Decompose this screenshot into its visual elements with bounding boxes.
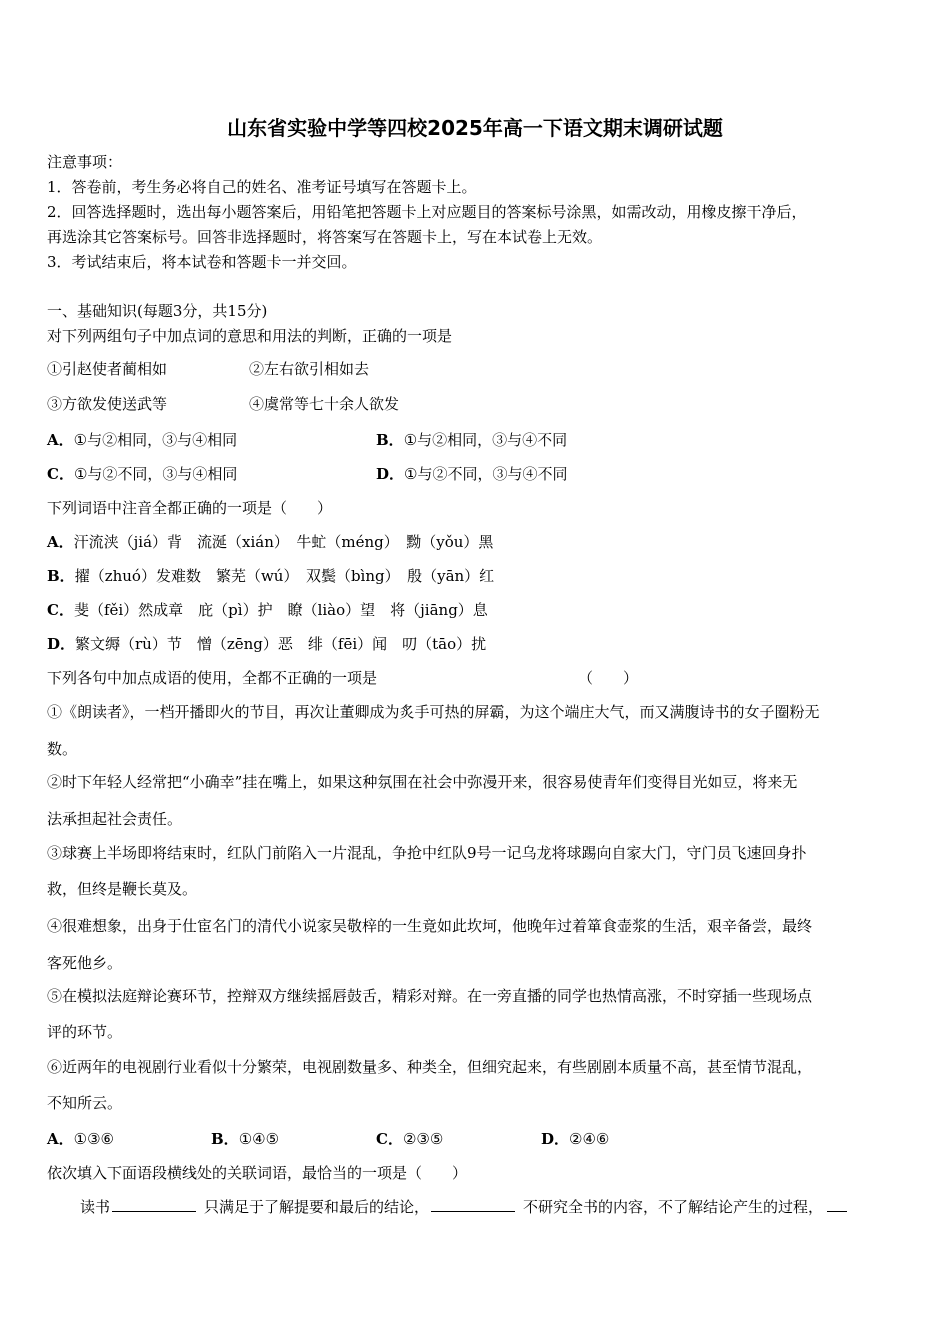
note-2: 2．回答选择题时，选出每小题答案后，用铅笔把答题卡上对应题目的答案标号涂黑，如需改动，用橡皮擦干净后， xyxy=(47,203,807,221)
note-2-cont: 再选涂其它答案标号。回答非选择题时，将答案写在答题卡上，写在本试卷上无效。 xyxy=(47,228,603,246)
q1-option-c[interactable] xyxy=(47,464,237,484)
option-text: ②③⑤ xyxy=(402,1130,444,1148)
option-label: A． xyxy=(47,533,74,551)
option-label: C． xyxy=(376,1130,403,1148)
option-text: 擢（zhuó）发难数 繁芜（wú） 双鬓（bìng） 殷（yān）红 xyxy=(74,567,495,585)
section-heading: 一、基础知识(每题3分，共15分) xyxy=(47,302,268,320)
page-title: 山东省实验中学等四校2025年高一下语文期末调研试题 xyxy=(227,116,723,140)
q2-option-d[interactable] xyxy=(47,634,486,654)
q2-option-b[interactable] xyxy=(47,566,494,586)
option-text: ②④⑥ xyxy=(569,1130,610,1148)
fill-blank-1[interactable] xyxy=(112,1197,196,1212)
q3-answer-paren: （ ） xyxy=(578,669,639,687)
q2-option-a[interactable] xyxy=(47,532,493,552)
option-text: ①④⑤ xyxy=(238,1130,280,1148)
q1-sentence-3: ③方欲发使送武等 xyxy=(47,395,168,413)
q4-text-1: 读书 xyxy=(80,1198,111,1216)
q3-item-5-cont: 评的环节。 xyxy=(47,1023,123,1041)
option-label: B． xyxy=(47,567,75,585)
q1-stem: 对下列两组句子中加点词的意思和用法的判断，正确的一项是 xyxy=(47,327,453,345)
option-text: 汗流浃（jiá）背 流涎（xián） 牛虻（méng） 黝（yǒu）黑 xyxy=(73,533,494,551)
option-label: C． xyxy=(47,465,74,483)
q4-passage xyxy=(80,1197,847,1217)
option-label: B． xyxy=(211,1130,239,1148)
q1-option-d[interactable] xyxy=(376,464,567,484)
option-label: B． xyxy=(376,431,404,449)
option-text: ①与②相同，③与④相同 xyxy=(73,431,238,449)
q2-stem: 下列词语中注音全都正确的一项是（ ） xyxy=(47,499,333,517)
q3-item-6-cont: 不知所云。 xyxy=(47,1094,123,1112)
option-text: ①与②不同，③与④相同 xyxy=(73,465,238,483)
option-text: 斐（fěi）然成章 庇（pì）护 瞭（liào）望 将（jiāng）息 xyxy=(73,601,488,619)
q3-item-1-cont: 数。 xyxy=(47,740,78,758)
q3-item-2: ②时下年轻人经常把“小确幸”挂在嘴上，如果这种氛围在社会中弥漫开来，很容易使青年们变得目光如豆，将来无 xyxy=(47,773,798,791)
q3-stem: 下列各句中加点成语的使用，全都不正确的一项是 xyxy=(47,669,378,687)
q1-sentence-4: ④虞常等七十余人欲发 xyxy=(249,395,400,413)
note-1: 1．答卷前，考生务必将自己的姓名、准考证号填写在答题卡上。 xyxy=(47,178,477,196)
option-label: D． xyxy=(47,635,76,653)
q3-item-3-cont: 救，但终是鞭长莫及。 xyxy=(47,880,198,898)
q3-option-a[interactable] xyxy=(47,1129,114,1149)
q1-option-a[interactable] xyxy=(47,430,237,450)
option-label: C． xyxy=(47,601,74,619)
q3-item-4: ④很难想象，出身于仕宦名门的清代小说家吴敬梓的一生竟如此坎坷，他晚年过着箪食壶浆的生活，艰辛备尝，最终 xyxy=(47,917,813,935)
option-label: A． xyxy=(47,431,74,449)
option-text: ①与②相同，③与④不同 xyxy=(403,431,568,449)
fill-blank-3[interactable] xyxy=(827,1197,847,1212)
q3-option-b[interactable] xyxy=(211,1129,279,1149)
q1-option-b[interactable] xyxy=(376,430,567,450)
q3-item-6: ⑥近两年的电视剧行业看似十分繁荣，电视剧数量多、种类全，但细究起来，有些剧剧本质量不高，甚至情节混乱， xyxy=(47,1058,813,1076)
q1-sentence-1: ①引赵使者蔺相如 xyxy=(47,360,168,378)
q1-sentence-2: ②左右欲引相如去 xyxy=(249,360,370,378)
q4-text-2: 只满足于了解提要和最后的结论， xyxy=(204,1198,430,1216)
q3-option-d[interactable] xyxy=(541,1129,609,1149)
option-label: D． xyxy=(541,1130,570,1148)
q3-item-5: ⑤在模拟法庭辩论赛环节，控辩双方继续摇唇鼓舌，精彩对辩。在一旁直播的同学也热情高涨，不时穿插一些现场点 xyxy=(47,987,813,1005)
option-text: 繁文缛（rù）节 憎（zēng）恶 绯（fēi）闻 叨（tāo）扰 xyxy=(75,635,487,653)
option-label: D． xyxy=(376,465,405,483)
notes-heading: 注意事项： xyxy=(47,153,123,171)
q3-item-4-cont: 客死他乡。 xyxy=(47,954,123,972)
q2-option-c[interactable] xyxy=(47,600,488,620)
fill-blank-2[interactable] xyxy=(431,1197,515,1212)
option-label: A． xyxy=(47,1130,74,1148)
option-text: ①与②不同，③与④不同 xyxy=(404,465,568,483)
option-text: ①③⑥ xyxy=(73,1130,114,1148)
q3-option-c[interactable] xyxy=(376,1129,443,1149)
q3-item-2-cont: 法承担起社会责任。 xyxy=(47,810,183,828)
q3-item-1: ①《朗读者》，一档开播即火的节目，再次让董卿成为炙手可热的屏霸，为这个端庄大气，而又满腹诗书的女子圈粉无 xyxy=(47,703,820,721)
q3-item-3: ③球赛上半场即将结束时，红队门前陷入一片混乱，争抢中红队9号一记乌龙将球踢向自家大门，守门员飞速回身扑 xyxy=(47,844,807,862)
q4-stem: 依次填入下面语段横线处的关联词语，最恰当的一项是（ ） xyxy=(47,1164,468,1182)
note-3: 3．考试结束后，将本试卷和答题卡一并交回。 xyxy=(47,253,357,271)
q4-text-3: 不研究全书的内容，不了解结论产生的过程， xyxy=(523,1198,824,1216)
